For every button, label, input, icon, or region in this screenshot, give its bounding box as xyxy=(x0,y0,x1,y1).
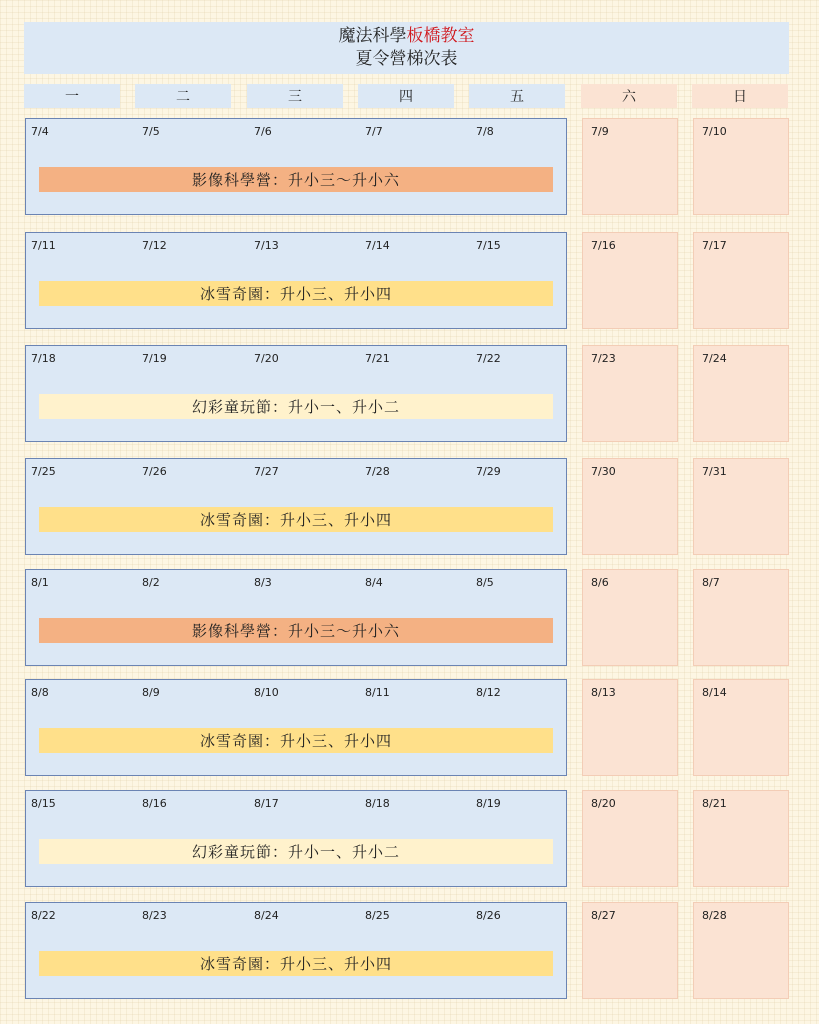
date-label: 7/31 xyxy=(702,465,727,478)
date-label: 7/26 xyxy=(142,465,167,478)
date-label: 8/2 xyxy=(142,576,160,589)
date-label: 7/15 xyxy=(476,239,501,252)
weekend-cell-sun xyxy=(693,902,789,999)
date-label: 8/23 xyxy=(142,909,167,922)
date-label: 8/4 xyxy=(365,576,383,589)
date-label: 7/17 xyxy=(702,239,727,252)
date-label: 7/9 xyxy=(591,125,609,138)
weekend-cell-sat xyxy=(582,569,678,666)
date-label: 8/12 xyxy=(476,686,501,699)
date-label: 7/6 xyxy=(254,125,272,138)
date-label: 8/16 xyxy=(142,797,167,810)
date-label: 8/13 xyxy=(591,686,616,699)
date-label: 8/14 xyxy=(702,686,727,699)
camp-bar: 幻彩童玩節：升小一、升小二 xyxy=(39,394,553,419)
camp-bar: 冰雪奇園：升小三、升小四 xyxy=(39,951,553,976)
weekend-cell-sun xyxy=(693,458,789,555)
date-label: 7/24 xyxy=(702,352,727,365)
weekday-block xyxy=(25,902,567,999)
date-label: 8/3 xyxy=(254,576,272,589)
title-prefix: 魔法科學 xyxy=(338,26,407,46)
date-label: 8/5 xyxy=(476,576,494,589)
camp-bar: 冰雪奇園：升小三、升小四 xyxy=(39,728,553,753)
weekend-cell-sun xyxy=(693,232,789,329)
camp-bar: 影像科學營：升小三～升小六 xyxy=(39,167,553,192)
day-header-thu: 四 xyxy=(358,84,454,108)
date-label: 7/22 xyxy=(476,352,501,365)
date-label: 7/23 xyxy=(591,352,616,365)
date-label: 8/27 xyxy=(591,909,616,922)
weekday-block xyxy=(25,458,567,555)
day-header-mon: 一 xyxy=(24,84,120,108)
weekend-cell-sat xyxy=(582,232,678,329)
date-label: 7/13 xyxy=(254,239,279,252)
title-accent: 板橋教室 xyxy=(406,26,475,46)
date-label: 7/14 xyxy=(365,239,390,252)
title-line-2: 夏令營梯次表 xyxy=(355,49,458,69)
camp-bar: 影像科學營：升小三～升小六 xyxy=(39,618,553,643)
weekend-cell-sun xyxy=(693,679,789,776)
date-label: 7/5 xyxy=(142,125,160,138)
title-line-1 xyxy=(339,25,475,48)
date-label: 7/28 xyxy=(365,465,390,478)
weekend-cell-sun xyxy=(693,790,789,887)
date-label: 7/7 xyxy=(365,125,383,138)
weekday-block xyxy=(25,679,567,776)
date-label: 8/6 xyxy=(591,576,609,589)
date-label: 8/10 xyxy=(254,686,279,699)
day-header-fri: 五 xyxy=(469,84,565,108)
date-label: 8/8 xyxy=(31,686,49,699)
date-label: 8/24 xyxy=(254,909,279,922)
camp-bar: 幻彩童玩節：升小一、升小二 xyxy=(39,839,553,864)
date-label: 7/10 xyxy=(702,125,727,138)
date-label: 7/27 xyxy=(254,465,279,478)
date-label: 7/21 xyxy=(365,352,390,365)
date-label: 7/11 xyxy=(31,239,56,252)
date-label: 8/26 xyxy=(476,909,501,922)
weekday-block xyxy=(25,790,567,887)
camp-bar: 冰雪奇園：升小三、升小四 xyxy=(39,281,553,306)
camp-bar: 冰雪奇園：升小三、升小四 xyxy=(39,507,553,532)
date-label: 8/1 xyxy=(31,576,49,589)
date-label: 8/11 xyxy=(365,686,390,699)
date-label: 7/20 xyxy=(254,352,279,365)
weekend-cell-sat xyxy=(582,790,678,887)
weekend-cell-sun xyxy=(693,345,789,442)
weekend-cell-sun xyxy=(693,118,789,215)
weekend-cell-sat xyxy=(582,345,678,442)
date-label: 8/20 xyxy=(591,797,616,810)
date-label: 8/28 xyxy=(702,909,727,922)
date-label: 7/16 xyxy=(591,239,616,252)
date-label: 7/8 xyxy=(476,125,494,138)
date-label: 8/21 xyxy=(702,797,727,810)
weekend-cell-sat xyxy=(582,118,678,215)
date-label: 8/17 xyxy=(254,797,279,810)
date-label: 7/4 xyxy=(31,125,49,138)
weekday-block xyxy=(25,118,567,215)
date-label: 7/18 xyxy=(31,352,56,365)
date-label: 8/9 xyxy=(142,686,160,699)
day-header-tue: 二 xyxy=(135,84,231,108)
date-label: 7/25 xyxy=(31,465,56,478)
date-label: 8/22 xyxy=(31,909,56,922)
weekend-cell-sun xyxy=(693,569,789,666)
weekend-cell-sat xyxy=(582,679,678,776)
weekend-cell-sat xyxy=(582,458,678,555)
date-label: 8/25 xyxy=(365,909,390,922)
date-label: 8/7 xyxy=(702,576,720,589)
day-header-sun: 日 xyxy=(692,84,788,108)
title-banner xyxy=(24,22,789,74)
weekday-block xyxy=(25,569,567,666)
day-header-sat: 六 xyxy=(581,84,677,108)
day-header-wed: 三 xyxy=(247,84,343,108)
date-label: 8/15 xyxy=(31,797,56,810)
weekday-block xyxy=(25,232,567,329)
weekday-block xyxy=(25,345,567,442)
date-label: 7/12 xyxy=(142,239,167,252)
weekend-cell-sat xyxy=(582,902,678,999)
date-label: 8/19 xyxy=(476,797,501,810)
date-label: 7/30 xyxy=(591,465,616,478)
date-label: 7/29 xyxy=(476,465,501,478)
date-label: 8/18 xyxy=(365,797,390,810)
date-label: 7/19 xyxy=(142,352,167,365)
